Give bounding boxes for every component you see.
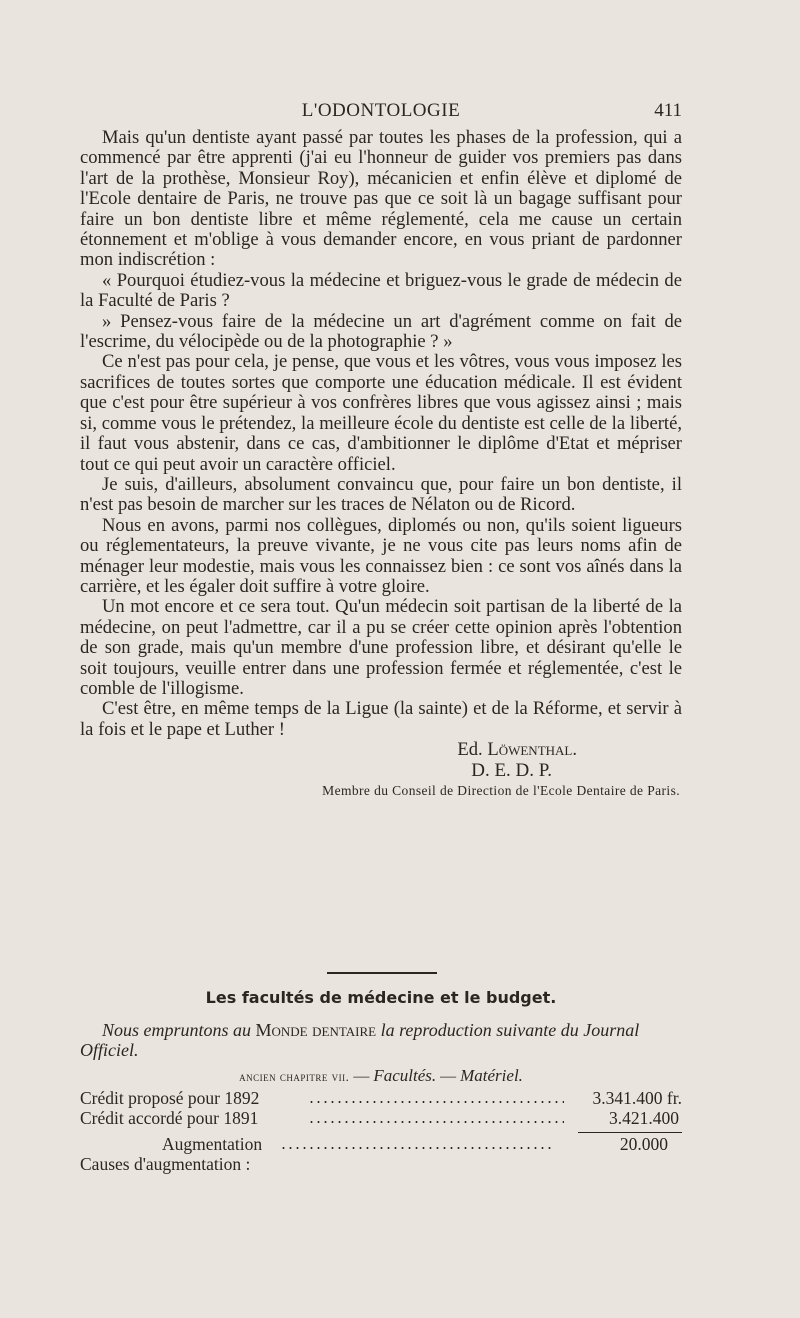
paragraph: Je suis, d'ailleurs, absolument convaincu que, pour faire un bon dentiste, il n'est pas besoin de marcher sur les traces de Nélaton ou de Ricord. — [80, 473, 682, 516]
intro-source: Monde dentaire — [255, 1020, 377, 1040]
signature-prefix: Ed. — [457, 739, 483, 761]
paragraph: Mais qu'un dentiste ayant passé par toutes les phases de la profession, qui a commencé par être apprenti (j'ai eu l'honneur de guider vos premiers pas dans l'art de la prothèse, Monsieur Roy), mécanicien et enfin élève et diplomé de l'Ecole dentaire de Paris, ne trouve pas que ce soit là un bagage suffisant pour faire un bon dentiste libre et même réglementé, cela me cause un certain étonnement et m'oblige à vous demander encore, en vous priant de pardonner mon indiscrétion : — [80, 127, 682, 271]
sum-rule — [578, 1132, 682, 1133]
section-intro — [80, 1020, 682, 1060]
dot-leader — [308, 1101, 564, 1103]
chapter-dash-2: — — [440, 1068, 457, 1085]
dot-leader — [308, 1121, 564, 1123]
paragraph: C'est être, en même temps de la Ligue (la sainte) et de la Réforme, et servir à la fois et le pape et Luther ! — [80, 698, 682, 740]
chapter-dash: — — [353, 1068, 370, 1085]
dot-leader — [280, 1147, 554, 1149]
paragraph: Un mot encore et ce sera tout. Qu'un médecin soit partisan de la liberté de la médecine, on peut l'admettre, car il a pu se créer cette opinion après l'obtention de son grade, mais qu'un membre d'une profession libre, et désirant qu'elle le soit toujours, veuille entrer dans une profession fermée et réglementée, c'est le comble de l'illogisme. — [80, 596, 682, 699]
chapter-title: Facultés. — [373, 1066, 437, 1085]
chapter-label: ancien chapitre vii. — [239, 1069, 350, 1084]
budget-row-granted — [80, 1108, 682, 1128]
intro-text-after: la reproduction suivante du Journal Officiel. — [80, 1020, 640, 1060]
running-head — [80, 100, 682, 124]
signature-role: Membre du Conseil de Direction de l'Ecole Dentaire de Paris. — [322, 783, 680, 798]
budget-amount: 3.341.400 fr. — [592, 1088, 682, 1108]
paragraph: » Pensez-vous faire de la médecine un art d'agrément comme on fait de l'escrime, du vélocipède ou de la photographie ? » — [80, 310, 682, 353]
budget-row-proposed — [80, 1088, 682, 1108]
budget-row-increase — [80, 1134, 682, 1154]
budget-amount: 20.000 — [619, 1134, 668, 1154]
budget-amount: 3.421.400 — [609, 1108, 679, 1128]
running-title: L'ODONTOLOGIE — [301, 100, 461, 121]
intro-text-before: Nous empruntons au — [102, 1020, 252, 1040]
chapter-subtitle: Matériel. — [460, 1066, 523, 1085]
chapter-line — [80, 1066, 682, 1086]
budget-label: Crédit accordé pour 1891 — [80, 1108, 259, 1128]
signature-title: D. E. D. P. — [471, 759, 552, 781]
causes-line — [80, 1154, 682, 1174]
section-heading: Les facultés de médecine et le budget. — [205, 988, 557, 1007]
budget-label: Crédit proposé pour 1892 — [80, 1088, 260, 1108]
paragraph: Nous en avons, parmi nos collègues, diplomés ou non, qu'ils soient ligueurs ou réglementateurs, la preuve vivante, je ne vous cite pas leurs noms afin de ménager leur modestie, mais vous les connaissez bien : ce sont vos aînés dans la carrière, et les égaler doit suffire à votre gloire. — [80, 514, 682, 597]
paragraph: Ce n'est pas pour cela, je pense, que vous et les vôtres, vous vous imposez les sacrifices de toutes sortes que comporte une éducation médicale. Il est évident que c'est pour être supérieur à vos confrères libres que vous agissez ainsi ; mais si, comme vous le prétendez, la meilleure école du dentiste est celle de la liberté, il faut vous abstenir, dans ce cas, d'ambitionner le diplôme d'Etat et mépriser tout ce qui peut avoir un caractère officiel. — [80, 351, 682, 475]
page-number: 411 — [654, 100, 682, 121]
signature-name — [80, 740, 682, 760]
budget-label: Augmentation — [162, 1134, 263, 1154]
signature-surname: Löwenthal. — [487, 739, 577, 761]
letter-body — [80, 128, 682, 801]
section-divider — [327, 972, 437, 974]
causes-label: Causes d'augmentation : — [80, 1154, 251, 1174]
paragraph: « Pourquoi étudiez-vous la médecine et briguez-vous le grade de médecin de la Faculté de Paris ? — [80, 269, 682, 312]
